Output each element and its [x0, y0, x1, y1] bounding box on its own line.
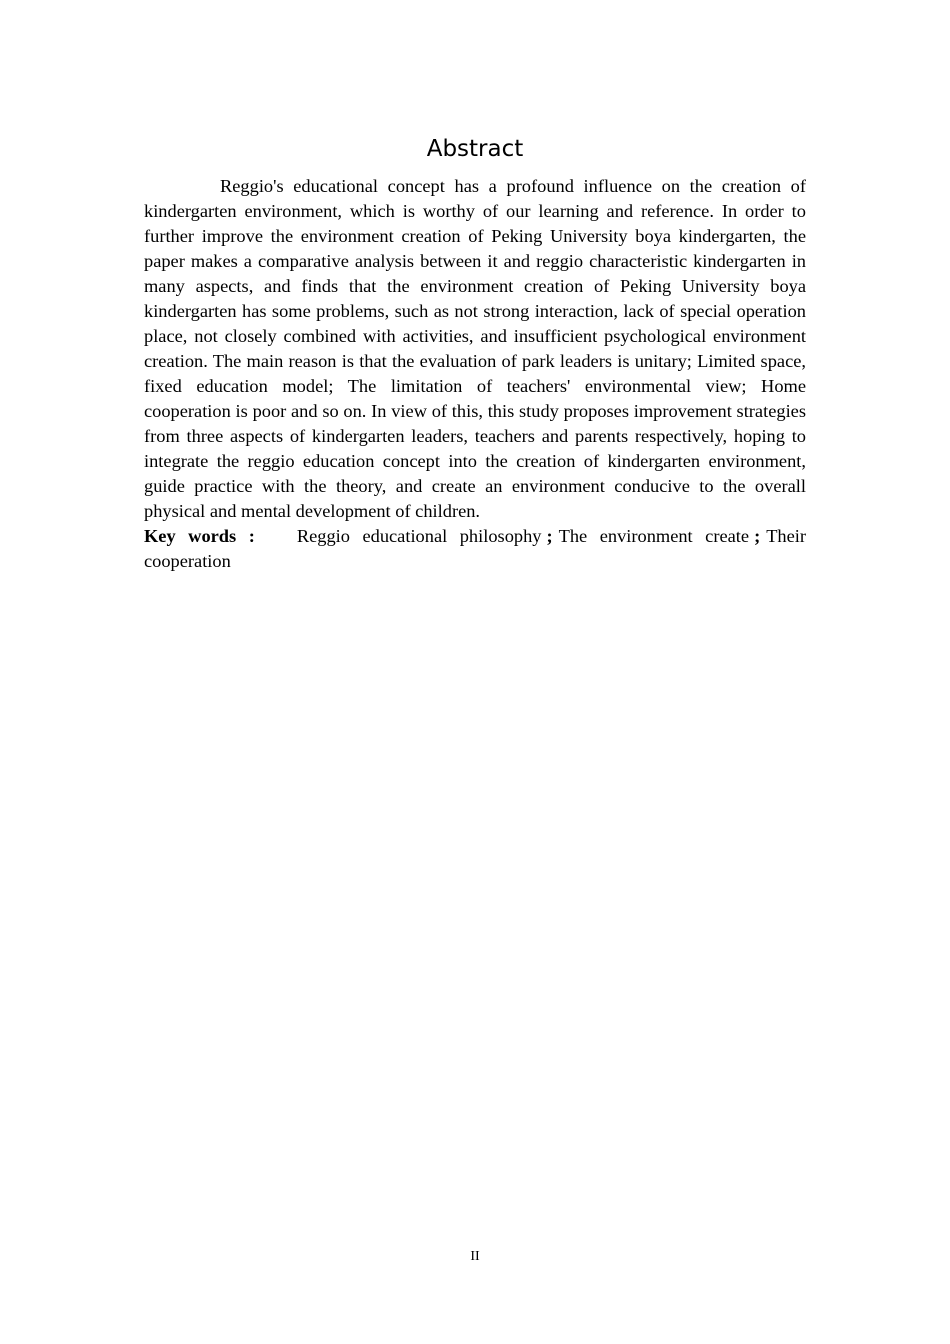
keyword-item: Reggio educational philosophy [296, 526, 542, 546]
keyword-item: Their cooperation [144, 526, 807, 571]
keywords-line [144, 524, 806, 574]
abstract-body: Reggio's educational concept has a profound influence on the creation of kindergarten environment, which is worthy of our learning and reference. In order to further improve the environment creation of Peking University boya kindergarten, the paper makes a comparative analysis between it and reggio characteristic kindergarten in many aspects, and finds that the environment creation of Peking University boya kindergarten has some problems, such as not strong interaction, lack of special operation place, not closely combined with activities, and insufficient psychological environment creation. The main reason is that the evaluation of park leaders is unitary; Limited space, fixed education model; The limitation of teachers' environmental view; Home cooperation is poor and so on. In view of this, this study proposes improvement strategies from three aspects of kindergarten leaders, teachers and parents respectively, hoping to integrate the reggio education concept into the creation of kindergarten environment, guide practice with the theory, and create an environment conducive to the overall physical and mental development of children. [144, 176, 806, 521]
keywords-label: Key words : [144, 526, 255, 546]
abstract-content [144, 174, 806, 574]
abstract-title: Abstract [426, 136, 524, 162]
keyword-item: The environment create [558, 526, 750, 546]
page-number: II [470, 1249, 480, 1264]
keyword-separator: ; [754, 526, 761, 546]
keyword-separator: ; [546, 526, 553, 546]
